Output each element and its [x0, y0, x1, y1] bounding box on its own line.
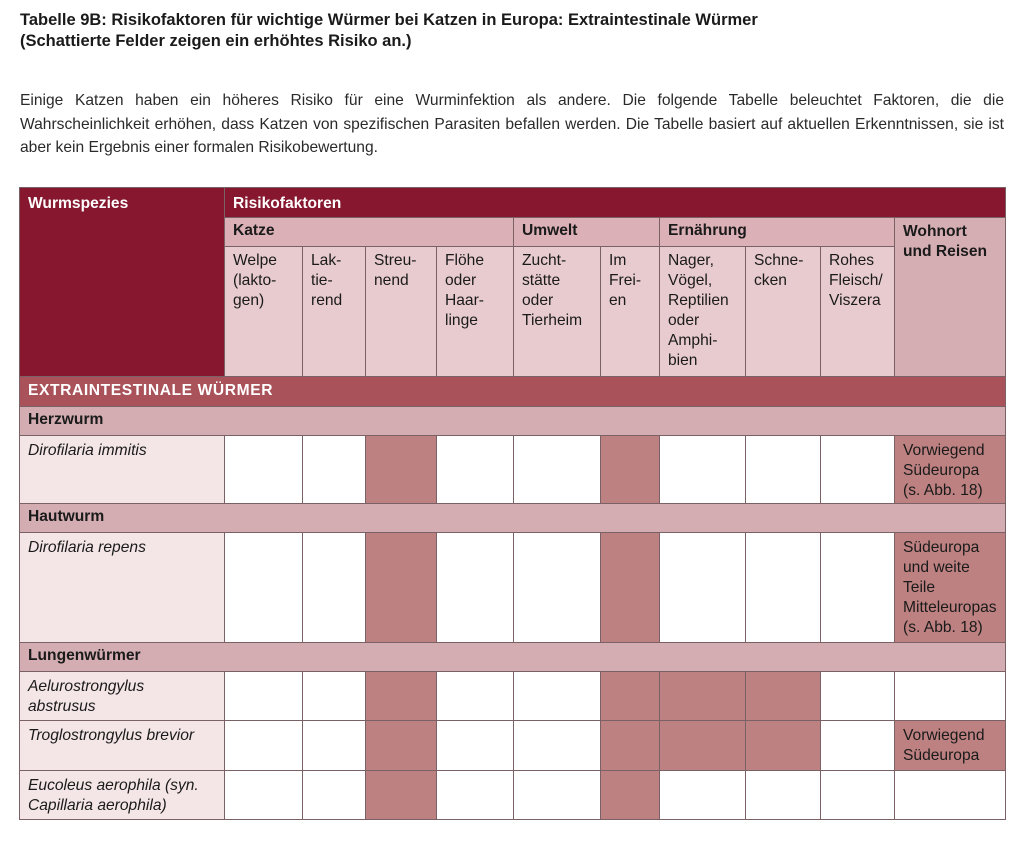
species-name: Dirofilaria immitis — [20, 436, 225, 504]
risk-cell-empty — [437, 771, 514, 820]
table-row — [20, 436, 1006, 504]
risk-cell-empty — [746, 436, 821, 504]
risk-cell-empty — [437, 721, 514, 771]
table-row — [20, 672, 1006, 721]
risk-cell-empty — [821, 721, 895, 771]
risk-cell-empty — [303, 672, 366, 721]
table-title-line1: Tabelle 9B: Risikofaktoren für wichtige Würmer bei Katzen in Europa: Extraintestinale Würmer — [20, 11, 758, 29]
risk-factor-table — [19, 187, 1006, 820]
risk-cell-shaded — [660, 672, 746, 721]
column-header-2: Lak- tie- rend — [303, 247, 366, 377]
table-row — [20, 771, 1006, 820]
risk-cell-empty — [660, 771, 746, 820]
wohnort-cell — [895, 672, 1006, 721]
risk-cell-shaded — [660, 721, 746, 771]
risk-cell-empty — [225, 771, 303, 820]
column-header-9: Rohes Fleisch/ Viszera — [821, 247, 895, 377]
group-row-label: Lungenwürmer — [20, 643, 1006, 672]
risk-cell-shaded — [366, 771, 437, 820]
column-header-4: Flöhe oder Haar- linge — [437, 247, 514, 377]
section-title: EXTRAINTESTINALE WÜRMER — [20, 377, 1006, 407]
risk-cell-empty — [821, 533, 895, 643]
risk-cell-empty — [514, 771, 601, 820]
group-row-label: Hautwurm — [20, 504, 1006, 533]
risk-cell-shaded — [601, 436, 660, 504]
species-name: Dirofilaria repens — [20, 533, 225, 643]
wohnort-cell: Vorwiegend Südeuropa — [895, 721, 1006, 771]
species-name: Eucoleus aerophila (syn. Capillaria aerophila) — [20, 771, 225, 820]
table-title-line2: (Schattierte Felder zeigen ein erhöhtes Risiko an.) — [20, 32, 412, 50]
table-row — [20, 533, 1006, 643]
risk-cell-empty — [225, 436, 303, 504]
risk-cell-shaded — [601, 672, 660, 721]
species-name: Aelurostrongylus abstrusus — [20, 672, 225, 721]
intro-paragraph: Einige Katzen haben ein höheres Risiko für eine Wurminfektion als andere. Die folgende Tabelle beleuchtet Faktoren, die die Wahrscheinlichkeit erhöhen, dass Katzen von spezifischen Parasiten befallen werden. Die Tabelle basiert auf aktuellen Erkenntnissen, sie ist aber kein Ergebnis einer formalen Risikobewertung. — [20, 92, 1004, 156]
wohnort-cell — [895, 771, 1006, 820]
column-header-3: Streu- nend — [366, 247, 437, 377]
group-header-katze: Katze — [225, 218, 514, 247]
risk-cell-empty — [225, 672, 303, 721]
risk-cell-empty — [746, 533, 821, 643]
column-header-1: Welpe (lakto- gen) — [225, 247, 303, 377]
risk-cell-shaded — [366, 672, 437, 721]
risk-cell-shaded — [601, 721, 660, 771]
risk-cell-empty — [225, 721, 303, 771]
risk-cell-empty — [303, 533, 366, 643]
risk-cell-shaded — [366, 721, 437, 771]
risk-cell-shaded — [746, 721, 821, 771]
column-header-7: Nager, Vögel, Reptilien oder Amphi- bien — [660, 247, 746, 377]
risk-cell-empty — [746, 771, 821, 820]
risk-cell-empty — [821, 771, 895, 820]
risk-cell-empty — [821, 672, 895, 721]
risk-cell-empty — [303, 771, 366, 820]
risk-cell-empty — [660, 436, 746, 504]
risk-cell-empty — [821, 436, 895, 504]
wohnort-header: Wohnort und Reisen — [895, 218, 1006, 377]
risk-cell-empty — [437, 436, 514, 504]
risk-cell-empty — [437, 672, 514, 721]
risk-cell-empty — [514, 533, 601, 643]
column-header-8: Schne- cken — [746, 247, 821, 377]
risk-cell-shaded — [366, 533, 437, 643]
risk-factors-header: Risikofaktoren — [225, 188, 1006, 218]
group-header-umwelt: Umwelt — [514, 218, 660, 247]
risk-cell-empty — [225, 533, 303, 643]
risk-cell-empty — [303, 436, 366, 504]
species-name: Troglostrongylus brevior — [20, 721, 225, 771]
risk-cell-empty — [514, 721, 601, 771]
risk-cell-shaded — [601, 771, 660, 820]
wohnort-cell: Vorwiegend Südeuropa (s. Abb. 18) — [895, 436, 1006, 504]
risk-cell-empty — [514, 672, 601, 721]
group-row-label: Herzwurm — [20, 407, 1006, 436]
column-header-5: Zucht- stätte oder Tierheim — [514, 247, 601, 377]
group-header-ernaehrung: Ernährung — [660, 218, 895, 247]
risk-cell-empty — [514, 436, 601, 504]
table-row — [20, 721, 1006, 771]
species-header: Wurmspezies — [20, 188, 225, 377]
risk-cell-shaded — [601, 533, 660, 643]
table-title — [20, 10, 1010, 52]
wohnort-cell: Südeuropa und weite Teile Mitteleuropas (s. Abb. 18) — [895, 533, 1006, 643]
risk-cell-empty — [660, 533, 746, 643]
risk-cell-shaded — [746, 672, 821, 721]
risk-cell-empty — [437, 533, 514, 643]
column-header-6: Im Frei- en — [601, 247, 660, 377]
risk-cell-empty — [303, 721, 366, 771]
risk-cell-shaded — [366, 436, 437, 504]
